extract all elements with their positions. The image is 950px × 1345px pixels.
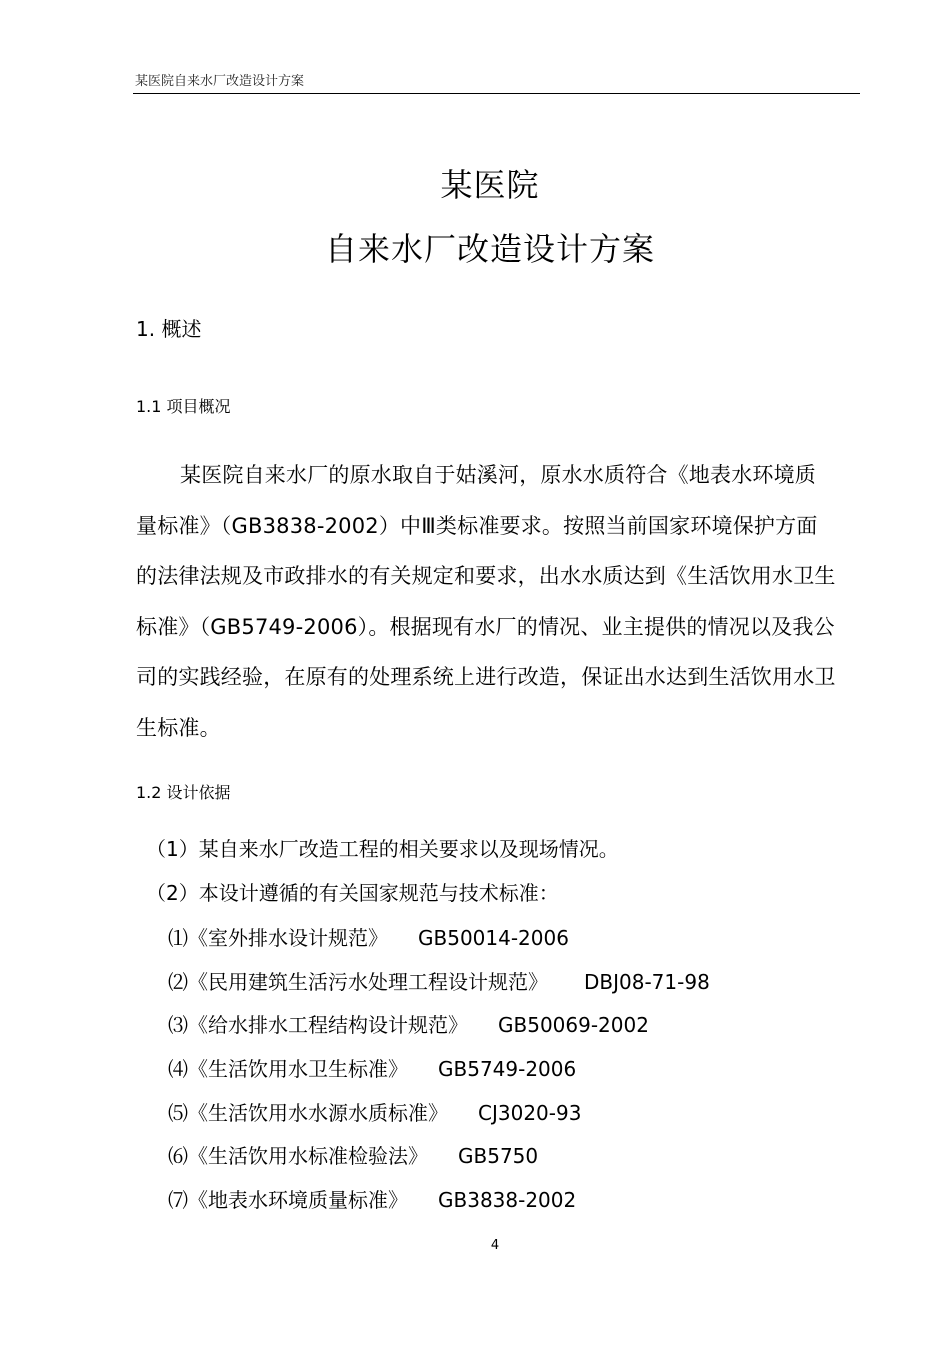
standard-entry: [168, 922, 569, 951]
standard-name: ⑷《生活饮用水卫生标准》: [168, 1057, 408, 1081]
standard-entry: [168, 1184, 576, 1213]
document-title-line1: 某医院: [440, 166, 540, 204]
standard-name: ⑸《生活饮用水水源水质标准》: [168, 1101, 448, 1125]
standard-code: GB5749-2006: [438, 1057, 577, 1081]
standard-name: ⑵《民用建筑生活污水处理工程设计规范》: [168, 970, 548, 994]
standard-code: CJ3020-93: [478, 1101, 582, 1125]
page-number: 4: [490, 1238, 500, 1253]
standard-code: GB50014-2006: [418, 926, 569, 950]
standard-entry: [168, 1009, 649, 1038]
project-overview-paragraph: 某医院自来水厂的原水取自于姑溪河，原水水质符合《地表水环境质量标准》（GB3838-2002）中Ⅲ类标准要求。按照当前国家环境保护方面的法律法规及市政排水的有关规定和要求，出水水质达到《生活饮用水卫生标准》（GB5749-2006）。根据现有水厂的情况、业主提供的情况以及我公司的实践经验，在原有的处理系统上进行改造，保证出水达到生活饮用水卫生标准。: [136, 463, 836, 740]
design-basis-item: （2）本设计遵循的有关国家规范与技术标准：: [146, 881, 559, 905]
standard-name: ⑶《给水排水工程结构设计规范》: [168, 1013, 468, 1037]
standard-entry: [168, 1140, 538, 1169]
subsection-heading-project-overview: 1.1 项目概况: [136, 397, 231, 416]
document-title-line2: 自来水厂改造设计方案: [324, 230, 655, 268]
section-heading-overview: 1. 概述: [136, 317, 202, 341]
standard-code: GB50069-2002: [498, 1013, 649, 1037]
design-basis-item: （1）某自来水厂改造工程的相关要求以及现场情况。: [146, 837, 619, 861]
standard-entry: [168, 1097, 581, 1126]
running-header: 某医院自来水厂改造设计方案: [135, 74, 305, 89]
standard-name: ⑺《地表水环境质量标准》: [168, 1188, 408, 1212]
standard-entry: [168, 966, 710, 995]
standard-code: DBJ08-71-98: [584, 970, 710, 994]
header-divider: [133, 93, 860, 94]
standard-name: ⑹《生活饮用水标准检验法》: [168, 1144, 428, 1168]
subsection-heading-design-basis: 1.2 设计依据: [136, 783, 231, 802]
standard-code: GB3838-2002: [438, 1188, 577, 1212]
standard-entry: [168, 1053, 576, 1082]
standard-code: GB5750: [458, 1144, 539, 1168]
standard-name: ⑴《室外排水设计规范》: [168, 926, 388, 950]
